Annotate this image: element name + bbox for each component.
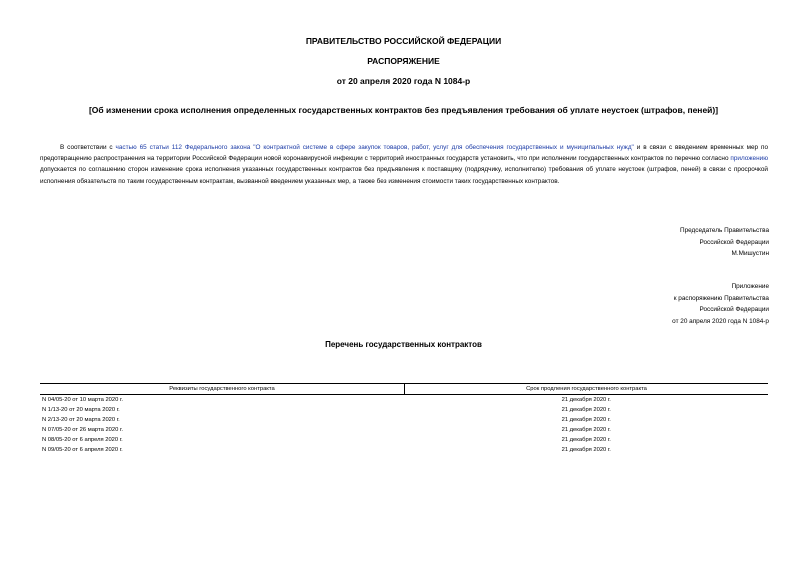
law-link[interactable]: частью 65 статьи 112 Федерального закона "О контрактной системе в сфере закупок товаров, работ, услуг для обеспечения государственных и муниципальных нужд" — [115, 144, 634, 151]
appendix-org: Российской Федерации — [699, 306, 769, 313]
contract-requisites: N 2/13-20 от 20 марта 2020 г. — [42, 417, 120, 423]
appendix-label: Приложение — [731, 283, 769, 290]
document-title: [Об изменении срока исполнения определенных государственных контрактов без предъявления требования об уплате неустоек (штрафов, пеней)] — [88, 105, 719, 115]
contracts-table — [40, 383, 768, 455]
appendix-link[interactable]: приложению — [730, 155, 768, 163]
appendix-ref: к распоряжению Правительства — [673, 294, 769, 302]
appendix-date: от 20 апреля 2020 года N 1084-р — [672, 317, 769, 325]
table-row — [40, 405, 768, 415]
table-row — [40, 395, 768, 406]
contract-requisites: N 09/05-20 от 6 апреля 2020 г. — [42, 447, 123, 453]
extension-term: 21 декабря 2020 г. — [561, 407, 611, 413]
paragraph-text: допускается по соглашению сторон изменение срока исполнения указанных государственных контрактов без предъявления к поставщику (подрядчику, исполнителю) требования об уплате неустоек (штрафов, пеней) в связи с просрочкой исполнения обязательств по таким государственным контрактам, вызванной введением указанных мер, а также без изменения стоимости таких государственных контрактов. — [40, 166, 768, 185]
extension-term: 21 декабря 2020 г. — [561, 417, 611, 423]
signature-position: Председатель Правительства — [680, 227, 769, 234]
document-type: РАСПОРЯЖЕНИЕ — [367, 56, 440, 66]
table-row — [40, 435, 768, 445]
contract-requisites: N 07/05-20 от 26 марта 2020 г. — [42, 427, 123, 433]
extension-term: 21 декабря 2020 г. — [561, 447, 611, 453]
extension-term: 21 декабря 2020 г. — [561, 437, 611, 443]
signature-organization: Российской Федерации — [699, 238, 769, 246]
column-header-term: Срок продления государственного контракта — [405, 384, 769, 395]
table-header-row — [40, 384, 768, 395]
appendix-block — [672, 281, 769, 327]
contract-requisites: N 04/05-20 от 10 марта 2020 г. — [42, 397, 123, 403]
contract-requisites: N 1/13-20 от 20 марта 2020 г. — [42, 407, 120, 413]
government-heading: ПРАВИТЕЛЬСТВО РОССИЙСКОЙ ФЕДЕРАЦИИ — [305, 36, 502, 46]
signature-block — [680, 225, 769, 260]
table-row — [40, 415, 768, 425]
contract-requisites: N 08/05-20 от 6 апреля 2020 г. — [42, 437, 123, 443]
signature-name: М.Мишустин — [731, 250, 769, 257]
paragraph-text: В соответствии с — [60, 144, 116, 151]
table-row — [40, 425, 768, 435]
extension-term: 21 декабря 2020 г. — [561, 427, 611, 433]
list-title: Перечень государственных контрактов — [325, 340, 482, 349]
column-header-requisites: Реквизиты государственного контракта — [40, 384, 405, 395]
extension-term: 21 декабря 2020 г. — [561, 397, 611, 403]
table-row — [40, 445, 768, 455]
paragraph-text: и в связи с введением временных мер по предотвращению распространения на территории Российской Федерации новой коронавирусной инфекции с территорий иностранных государств установить, что при исполнении государственных контрактов по перечню согласно — [40, 144, 769, 163]
document-date-number: от 20 апреля 2020 года N 1084-р — [336, 76, 471, 86]
main-paragraph — [40, 142, 768, 187]
